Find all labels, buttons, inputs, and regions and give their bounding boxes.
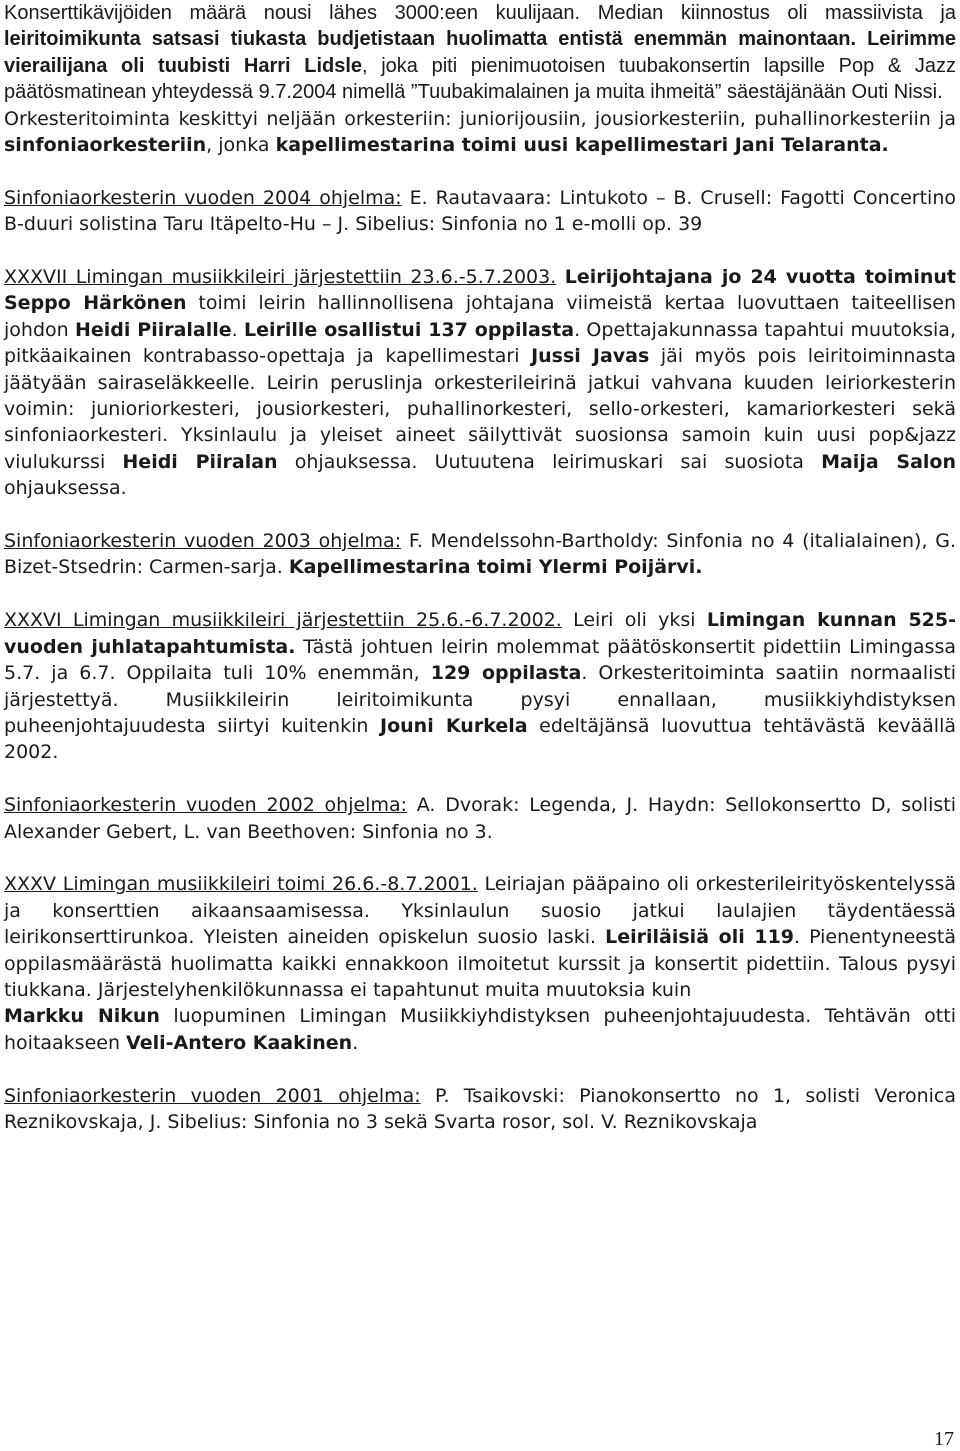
text-run: Tästä johtuen leirin molemmat päätöskonsertit pidettiin Limingassa 5.7. ja 6.7. Oppilaita tuli 10% enemmän, (4, 635, 956, 685)
text-run: Orkesteritoiminta keskittyi neljään orkesteriin: juniorijousiin, jousiorkesteriin, puhallinorkesteriin ja (4, 107, 956, 130)
bold-run: Leirille osallistui 137 oppilasta (244, 318, 575, 341)
paragraph-gap (4, 502, 956, 528)
bold-run: Kapellimestarina toimi Ylermi Poijärvi. (288, 556, 703, 579)
page-number: 17 (934, 1428, 954, 1450)
underlined-heading-run: XXXVI Limingan musiikkileiri järjestettiin 25.6.-6.7.2002. (4, 609, 562, 632)
text-run: Leiri oli yksi (561, 609, 707, 632)
text-run: ohjauksessa. Uutuutena leirimuskari sai suosiota (277, 450, 822, 473)
text-run: . Pienentyneestä oppilasmäärästä huolimatta kaikki ennakkoon ilmoitetut kurssit ja konsertit pidettiin. Talous pysyi tiukkana. Järjestelyhenkilökunnassa ei tapahtunut muita muutoksia kuin (4, 926, 956, 1001)
text-run: edeltäjänsä luovuttua tehtävästä keväällä 2002. (4, 714, 957, 764)
paragraph-camp-2002 (4, 607, 956, 765)
text-run: . (352, 1031, 359, 1054)
paragraph-program-2001 (4, 1083, 956, 1136)
paragraph-gap (4, 1056, 956, 1082)
text-run: A. Dvorak: Legenda, J. Haydn: Sellokonsertto D, solisti Alexander Gebert, L. van Beethoven: Sinfonia no 3. (4, 794, 956, 843)
paragraph-program-2004 (4, 185, 956, 238)
text-run: , jonka (206, 134, 276, 157)
bold-run: 129 oppilasta (430, 662, 582, 685)
bold-run: Jussi Javas (531, 345, 650, 368)
bold-run: leiritoimikunta satsasi tiukasta budjetistaan huolimatta entistä enemmän mainontaan. (4, 28, 856, 51)
underlined-heading-run: Sinfoniaorkesterin vuoden 2003 ohjelma: (4, 530, 402, 553)
paragraph-program-2003 (4, 528, 956, 581)
bold-run: Leirijohtajana jo 24 vuotta toiminut Seppo Härkönen (4, 266, 956, 315)
paragraph-gap (4, 238, 956, 264)
bold-run: Leirimme vierailijana oli tuubisti Harri Lidsle (4, 28, 956, 77)
text-run: jäi myös pois leiritoiminnasta jäätyään sairaseläkkeelle. Leirin peruslinja orkesterileirinä jatkui vahvana kuuden leiriorkesterin voimin: junioriorkesteri, jousiorkesteri, puhallinorkesteri, sello-orkesteri, kamariorkesteri sekä sinfoniaorkesteri. Yksinlaulu ja yleiset aineet säilyttivät suosionsa samoin kuin uusi pop&jazz viulukurssi (4, 345, 956, 473)
paragraph-camp-2003 (4, 264, 956, 502)
document-page (4, 0, 956, 1135)
text-run: . Orkesteritoiminta saatiin normaalisti järjestettyä. Musiikkileirin leiritoimikunta pysyi ennallaan, musiikkiyhdistyksen puheenjohtajuudesta siirtyi kuitenkin (4, 662, 956, 737)
text-run (556, 266, 564, 288)
paragraph-gap (4, 766, 956, 792)
bold-run: Jouni Kurkela (380, 714, 528, 737)
paragraph-gap (4, 581, 956, 607)
underlined-heading-run: Sinfoniaorkesterin vuoden 2002 ohjelma: (4, 794, 408, 817)
text-run: F. Mendelssohn-Bartholdy: Sinfonia no 4 (italialainen), G. Bizet-Stsedrin: Carmen-sarja. (4, 530, 957, 579)
text-run: ohjauksessa. (4, 477, 127, 500)
paragraph-chair-change (4, 1003, 956, 1056)
bold-run: sinfoniaorkesteriin (4, 134, 207, 157)
bold-run: Heidi Piiralalle (74, 318, 232, 341)
underlined-heading-run: Sinfoniaorkesterin vuoden 2004 ohjelma: (4, 186, 402, 209)
bold-run: Limingan kunnan 525-vuoden juhlatapahtumista. (4, 609, 957, 658)
underlined-heading-run: Sinfoniaorkesterin vuoden 2001 ohjelma: (4, 1084, 421, 1107)
text-run: E. Rautavaara: Lintukoto – B. Crusell: Fagotti Concertino B-duuri solistina Taru Itäpelto-Hu – J. Sibelius: Sinfonia no 1 e-molli op. 39 (4, 186, 956, 236)
text-run: . (231, 318, 245, 341)
paragraph-camp-2001 (4, 871, 956, 1003)
bold-run: Maija Salon (821, 450, 956, 473)
bold-run: Leiriläisiä oli 119 (605, 926, 795, 949)
text-run: Konserttikävijöiden määrä nousi lähes 3000:een kuulijaan. Median kiinnostus oli massiivista ja (4, 2, 956, 24)
underlined-heading-run: XXXV Limingan musiikkileiri toimi 26.6.-8.7.2001. (4, 873, 478, 896)
bold-run: Veli-Antero Kaakinen (126, 1031, 353, 1054)
paragraph-intro (4, 0, 956, 106)
bold-run: Heidi Piiralan (122, 450, 278, 473)
underlined-heading-run: XXXVII Limingan musiikkileiri järjestettiin 23.6.-5.7.2003. (4, 266, 557, 289)
bold-run: kapellimestarina toimi uusi kapellimestari Jani Telaranta. (275, 134, 889, 157)
text-run: luopuminen Limingan Musiikkiyhdistyksen puheenjohtajuudesta. Tehtävän otti hoitaakseen (4, 1005, 956, 1054)
text-run: . Opettajakunnassa tapahtui muutoksia, pitkäaikainen kontrabasso-opettaja ja kapellimestari (4, 318, 956, 368)
paragraph-program-2002 (4, 792, 956, 845)
text-run: Leiriajan pääpaino oli orkesterileirityöskentelyssä ja konserttien aikaansaamisessa. Yksinlaulun suosio jatkui laulajien täydentäessä leirikonserttirunkoa. Yleisten aineiden opiskelun suosio laski. (4, 873, 956, 949)
text-run: toimi leirin hallinnollisena johtajana viimeistä kertaa luovuttaen taiteellisen johdon (4, 292, 957, 341)
paragraph-gap (4, 845, 956, 871)
text-run: P. Tsaikovski: Pianokonsertto no 1, solisti Veronica Reznikovskaja, J. Sibelius: Sinfonia no 3 sekä Svarta rosor, sol. V. Reznikovskaja (4, 1084, 957, 1133)
paragraph-orchestra-2004 (4, 106, 956, 159)
bold-run: Markku Nikun (4, 1005, 160, 1028)
text-run (856, 28, 867, 50)
text-run: , joka piti pienimuotoisen tuubakonsertin lapsille Pop & Jazz päätösmatinean yhteydessä 9.7.2004 nimellä ”Tuubakimalainen ja muita ihmeitä” säestäjänään Outi Nissi. (4, 54, 956, 104)
paragraph-gap (4, 158, 956, 184)
